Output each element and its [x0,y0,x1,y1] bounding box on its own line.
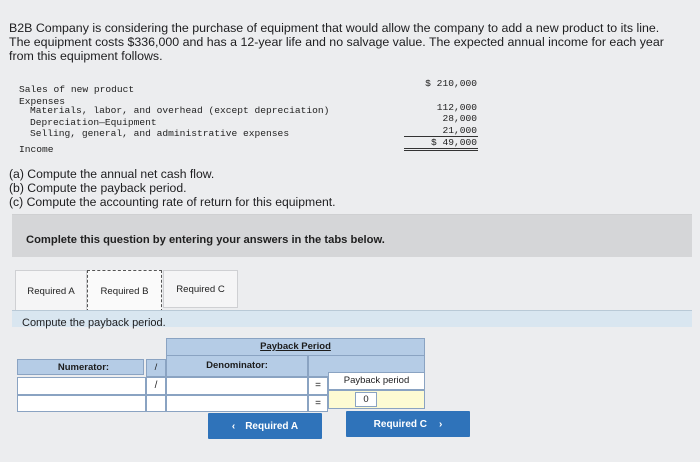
prev-button-label: Required A [245,420,299,432]
sales-value: $ 210,000 [425,78,477,89]
denominator-input-2[interactable] [166,395,308,412]
chevron-right-icon: › [439,418,443,430]
question-list [9,167,336,209]
denominator-input[interactable] [166,377,308,395]
materials-label: Materials, labor, and overhead (except depreciation) [30,105,330,116]
instruction-banner [12,214,692,257]
numerator-input[interactable] [17,377,146,395]
expenses-label: Expenses [19,96,66,107]
prev-required-a-button[interactable] [208,413,322,439]
next-button-label: Required C [373,418,427,430]
panel-title: Compute the payback period. [22,317,166,329]
result-value: 0 [355,392,377,407]
depreciation-label: Depreciation—Equipment [30,117,157,128]
result-value-cell [328,390,425,409]
materials-value: 112,000 [436,102,477,113]
income-label: Income [19,144,54,155]
divide-symbol: / [146,377,166,395]
depreciation-value: 28,000 [442,113,477,124]
tab-required-c[interactable]: Required C [163,270,238,308]
problem-intro: B2B Company is considering the purchase of equipment that would allow the company to add a new product to its line. The equipment costs $336,000 and has a 12-year life and no salvage value. The expected annual income for each year from this equipment follows. [9,21,664,63]
next-required-c-button[interactable] [346,411,470,437]
question-b: (b) Compute the payback period. [9,181,187,195]
chevron-left-icon: ‹ [231,420,236,432]
numerator-input-2[interactable] [17,395,146,412]
selling-label: Selling, general, and administrative expenses [30,128,290,139]
question-c: (c) Compute the accounting rate of return for this equipment. [9,195,336,209]
question-a: (a) Compute the annual net cash flow. [9,167,215,181]
total-rule-1 [404,148,478,149]
divide-header: / [146,359,166,377]
equals-symbol-2: = [308,395,328,412]
tab-required-b[interactable]: Required B [87,270,162,312]
divide-cell-2 [146,395,166,412]
tab-required-a[interactable]: Required A [15,270,87,312]
instruction-text: Complete this question by entering your answers in the tabs below. [26,234,385,246]
table-header: Payback Period [166,338,425,356]
denominator-label: Denominator: [166,355,308,377]
total-rule-2 [404,150,478,151]
income-value: $ 49,000 [430,137,477,148]
numerator-label: Numerator: [17,359,144,375]
sales-label: Sales of new product [19,84,135,95]
selling-value: 21,000 [442,125,477,136]
equals-symbol-1: = [308,377,328,395]
result-label: Payback period [328,372,425,390]
